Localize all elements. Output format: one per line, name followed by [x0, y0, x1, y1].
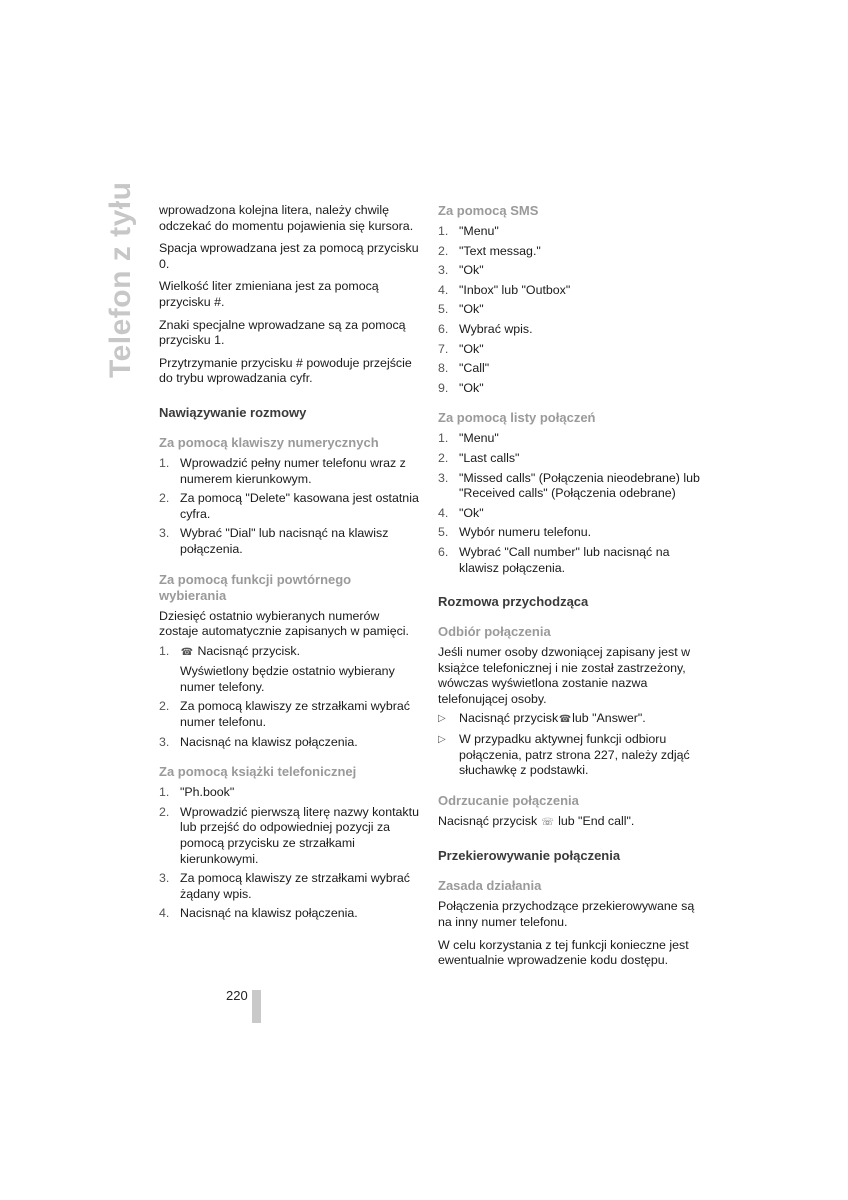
heading-phonebook: Za pomocą książki telefonicznej — [159, 764, 357, 780]
step-text: "Ok" — [459, 341, 484, 356]
step-number: 4. — [159, 906, 170, 921]
reject-text — [438, 814, 700, 831]
list-item — [438, 322, 700, 338]
triangle-right-icon: ▷ — [438, 713, 446, 725]
step-number: 1. — [159, 643, 170, 658]
step-text: Wybrać "Call number" lub nacisnąć na klawisz połączenia. — [459, 544, 670, 575]
step-number: 1. — [159, 785, 170, 800]
reject-text-pre: Nacisnąć przycisk — [438, 813, 538, 828]
bullet-text: lub "Answer". — [572, 711, 646, 726]
step-text: "Text messag." — [459, 243, 541, 258]
list-item — [159, 906, 421, 922]
list-item — [438, 711, 700, 728]
heading-principle: Zasada działania — [438, 878, 542, 894]
step-text: Wprowadzić pierwszą literę nazwy kontaktu lub przejść do odpowiedniej pozycji za pomocą przycisku ze strzałkami kierunkowymi. — [180, 804, 419, 866]
list-item — [159, 805, 421, 867]
list-item — [438, 732, 700, 779]
step-text: Wybrać wpis. — [459, 321, 533, 336]
step-number: 5. — [438, 525, 449, 540]
step-number: 2. — [438, 450, 449, 465]
step-number: 1. — [438, 224, 449, 238]
intro-text: wprowadzona kolejna litera, należy chwilę odczekać do momentu pojawienia się kursora. — [159, 203, 414, 233]
call-list-steps-list — [438, 431, 700, 576]
phonebook-steps-list — [159, 785, 421, 922]
step-number: 3. — [159, 526, 170, 541]
step-text: Wprowadzić pełny numer telefonu wraz z numerem kierunkowym. — [180, 455, 406, 486]
list-item — [438, 545, 700, 576]
heading-incoming-call: Rozmowa przychodząca — [438, 594, 589, 610]
redial-steps-list — [159, 644, 421, 661]
heading-call-forwarding: Przekierowywanie połączenia — [438, 848, 621, 864]
list-item — [438, 471, 700, 502]
redial-steps-list-continued — [159, 699, 421, 750]
step-number: 4. — [438, 282, 449, 297]
principle-text: Połączenia przychodzące przekierowywane są na inny numer telefonu. — [438, 899, 695, 930]
heading-reject-call: Odrzucanie połączenia — [438, 792, 579, 808]
intro-text: Wielkość liter zmieniana jest za pomocą przycisku #. — [159, 279, 379, 309]
principle-text: W celu korzystania z tej funkcji konieczne jest ewentualnie wprowadzenie kodu dostępu. — [438, 937, 689, 968]
step-text: "Call" — [459, 361, 490, 376]
step-text: Nacisnąć na klawisz połączenia. — [180, 906, 358, 921]
step-number: 7. — [438, 341, 449, 356]
heading-answer-call: Odbiór połączenia — [438, 624, 551, 640]
right-column — [438, 203, 700, 976]
step-number: 9. — [438, 380, 449, 395]
step-text: "Ok" — [459, 263, 484, 278]
answer-bullets — [438, 711, 700, 778]
list-item — [159, 785, 421, 801]
numeric-steps-list — [159, 456, 421, 558]
phone-hangup-icon: ☏ — [541, 816, 554, 828]
heading-numeric-keys: Za pomocą klawiszy numerycznych — [159, 434, 379, 450]
phone-receiver-icon: ☎ — [180, 646, 194, 658]
step-number: 3. — [159, 871, 170, 886]
heading-redial: Za pomocą funkcji powtórnego wybierania — [159, 571, 352, 603]
list-item — [438, 451, 700, 467]
step-text: "Ok" — [459, 302, 484, 317]
step-text: "Missed calls" (Połączenia nieodebrane) lub "Received calls" (Połączenia odebrane) — [459, 470, 700, 501]
step-number: 4. — [438, 505, 449, 520]
intro-text: Znaki specjalne wprowadzane są za pomocą przycisku 1. — [159, 317, 406, 348]
list-item — [438, 342, 700, 358]
step-number: 8. — [438, 361, 449, 376]
step-text: Wybór numeru telefonu. — [459, 525, 592, 540]
intro-text: Przytrzymanie przycisku # powoduje przejście do trybu wprowadzania cyfr. — [159, 355, 412, 386]
step-text: Nacisnąć przycisk. — [197, 643, 301, 658]
step-text: Za pomocą "Delete" kasowana jest ostatnia cyfra. — [180, 491, 419, 521]
list-item — [438, 431, 700, 447]
list-item — [438, 302, 700, 318]
step-text: "Last calls" — [459, 450, 520, 465]
list-item — [438, 244, 700, 260]
list-item — [438, 361, 700, 377]
step-text: Wybrać "Dial" lub nacisnąć na klawisz połączenia. — [180, 526, 389, 556]
page-marker-bar — [252, 990, 261, 1023]
heading-making-call: Nawiązywanie rozmowy — [159, 404, 307, 420]
step-number: 3. — [159, 734, 170, 749]
step-number: 3. — [438, 470, 449, 485]
step-number: 2. — [159, 699, 170, 714]
step-number: 1. — [159, 455, 170, 470]
list-item — [438, 381, 700, 397]
heading-sms: Za pomocą SMS — [438, 203, 539, 218]
step-text: Nacisnąć na klawisz połączenia. — [180, 734, 358, 749]
step-number: 1. — [438, 431, 449, 446]
step-number: 2. — [438, 243, 449, 258]
list-item — [438, 506, 700, 522]
intro-text: Spacja wprowadzana jest za pomocą przycisku 0. — [159, 241, 419, 271]
sms-steps-list — [438, 224, 700, 396]
list-item — [159, 644, 421, 661]
list-item — [159, 871, 421, 902]
triangle-right-icon: ▷ — [438, 734, 446, 746]
step-number: 5. — [438, 302, 449, 317]
step-text: Za pomocą klawiszy ze strzałkami wybrać żądany wpis. — [180, 871, 410, 901]
step-text: Za pomocą klawiszy ze strzałkami wybrać numer telefonu. — [180, 699, 410, 730]
step-text: "Inbox" lub "Outbox" — [459, 282, 571, 297]
list-item — [438, 283, 700, 299]
step-number: 6. — [438, 321, 449, 336]
step-text: "Ok" — [459, 505, 484, 520]
phone-receiver-icon: ☎ — [558, 714, 572, 726]
list-item — [438, 224, 700, 240]
redial-intro: Dziesięć ostatnio wybieranych numerów zostaje automatycznie zapisanych w pamięci. — [159, 608, 409, 639]
list-item — [159, 491, 421, 522]
reject-text-post: lub "End call". — [558, 813, 635, 828]
heading-call-list: Za pomocą listy połączeń — [438, 410, 596, 426]
list-item — [159, 735, 421, 751]
step-number: 2. — [159, 804, 170, 819]
step-text: "Ph.book" — [180, 785, 235, 800]
left-column — [159, 203, 421, 926]
bullet-text: W przypadku aktywnej funkcji odbioru połączenia, patrz strona 227, należy zdjąć słuchawkę z podstawki. — [459, 732, 690, 778]
step-number: 3. — [438, 263, 449, 278]
list-item — [159, 526, 421, 557]
list-item — [438, 263, 700, 279]
redial-note: Wyświetlony będzie ostatnio wybierany numer telefony. — [180, 664, 395, 694]
page-number: 220 — [226, 988, 248, 1003]
step-text: "Menu" — [459, 431, 499, 446]
side-section-title: Telefon z tyłu — [104, 181, 137, 378]
bullet-text: Nacisnąć przycisk — [459, 711, 559, 726]
step-number: 6. — [438, 544, 449, 559]
step-text: "Ok" — [459, 380, 484, 395]
list-item — [159, 699, 421, 730]
list-item — [159, 456, 421, 487]
step-number: 2. — [159, 491, 170, 506]
answer-intro: Jeśli numer osoby dzwoniącej zapisany jest w książce telefonicznej i nie został zastrzeżony, wówczas wyświetlona zostanie nazwa telefonującej osoby. — [438, 645, 691, 706]
step-text: "Menu" — [459, 224, 499, 238]
list-item — [438, 525, 700, 541]
